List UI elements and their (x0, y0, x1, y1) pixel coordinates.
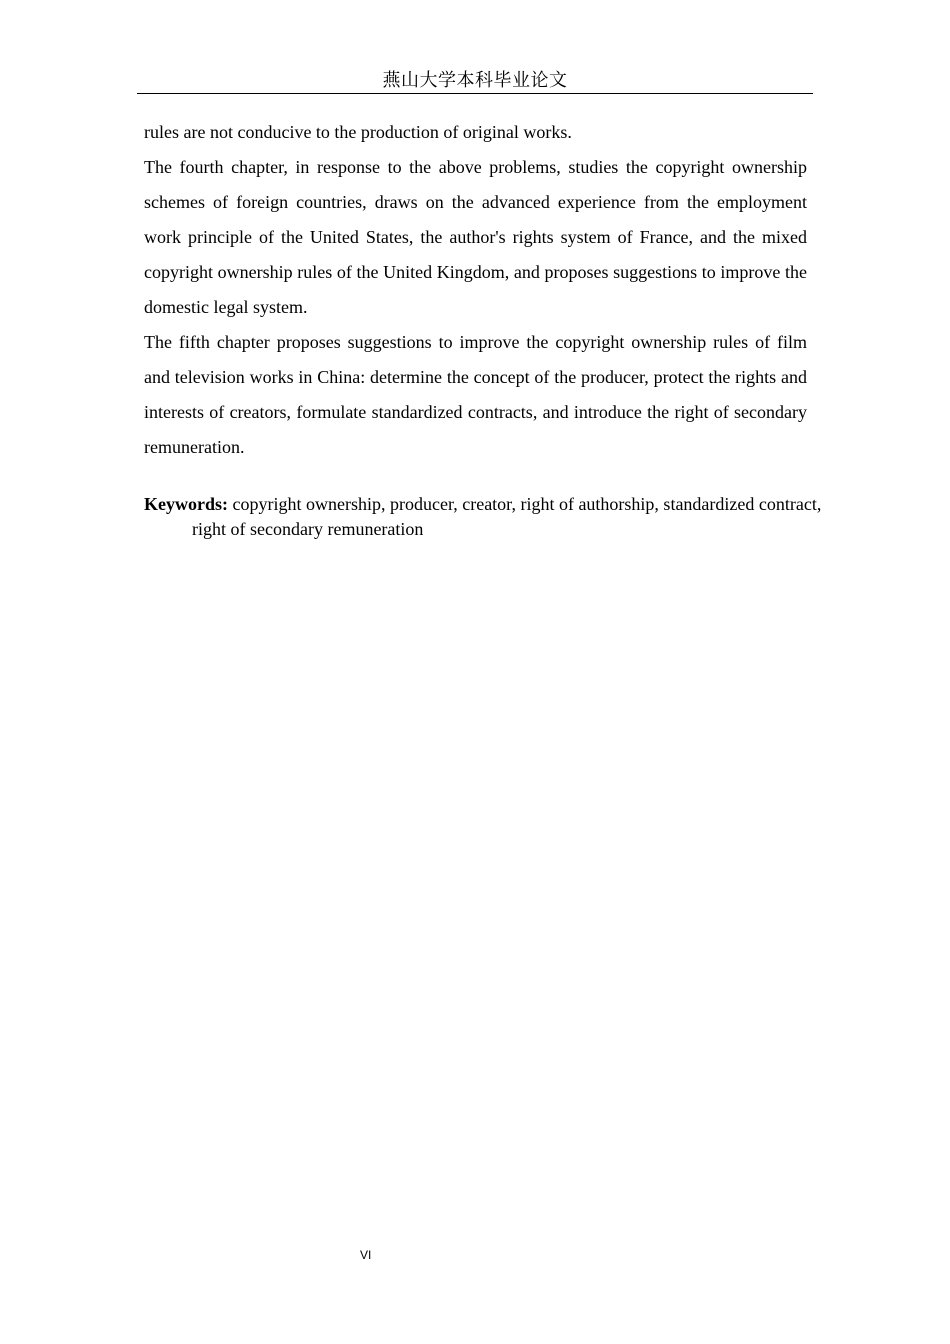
paragraph-fifth-chapter: The fifth chapter proposes suggestions to improve the copyright ownership rules of film and television works in China: determine the concept of the producer, protect the rights and interests of creators, formulate standardized contracts, and introduce the right of secondary remuneration. (144, 332, 807, 457)
paragraph-continuation: rules are not conducive to the production of original works. (144, 122, 572, 142)
body-text (144, 115, 807, 465)
keywords-label: Keywords: (144, 494, 228, 514)
header-rule (137, 93, 813, 94)
page-header-title: 燕山大学本科毕业论文 (382, 70, 568, 91)
keywords-block (144, 492, 832, 542)
page-number: VI (360, 1248, 372, 1262)
keywords-text: copyright ownership, producer, creator, right of authorship, standardized contract, right of secondary remuneration (192, 494, 822, 539)
paragraph-fourth-chapter: The fourth chapter, in response to the above problems, studies the copyright ownership schemes of foreign countries, draws on the advanced experience from the employment work principle of the United States, the author's rights system of France, and the mixed copyright ownership rules of the United Kingdom, and proposes suggestions to improve the domestic legal system. (144, 157, 807, 317)
